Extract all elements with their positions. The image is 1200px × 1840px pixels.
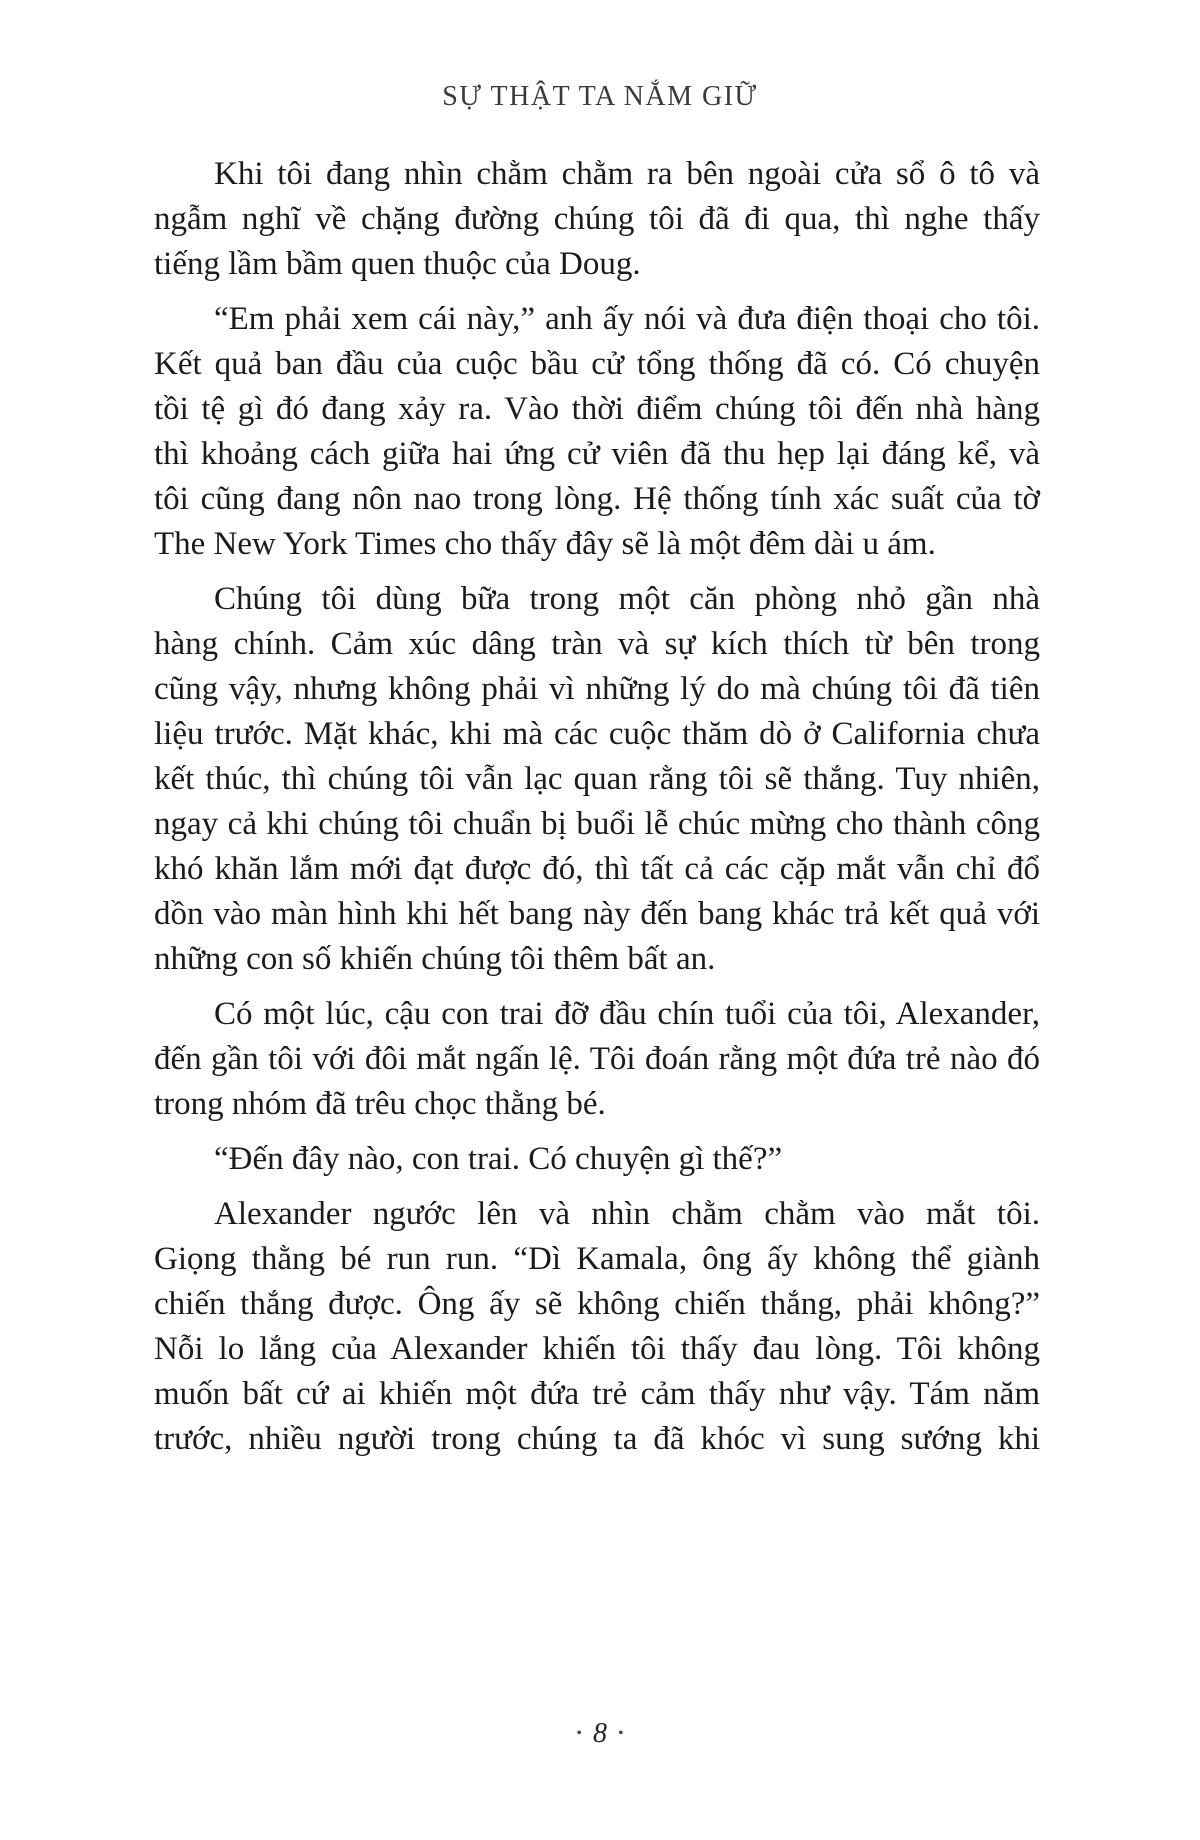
paragraph <box>154 577 1040 982</box>
paragraph <box>154 1137 1040 1182</box>
paragraph <box>154 297 1040 567</box>
text-line: chiến thắng được. Ông ấy sẽ không chiến thắng, phải không?” <box>154 1286 1040 1322</box>
text-line: tôi cũng đang nôn nao trong lòng. Hệ thống tính xác suất của tờ <box>154 481 1040 517</box>
text-line: liệu trước. Mặt khác, khi mà các cuộc thăm dò ở California chưa <box>154 716 1040 752</box>
text-line: cũng vậy, nhưng không phải vì những lý do mà chúng tôi đã tiên <box>154 671 1040 707</box>
text-line: Khi tôi đang nhìn chằm chằm ra bên ngoài cửa sổ ô tô và <box>214 156 1040 192</box>
text-line: Giọng thằng bé run run. “Dì Kamala, ông ấy không thể giành <box>154 1241 1040 1277</box>
text-line: khó khăn lắm mới đạt được đó, thì tất cả các cặp mắt vẫn chỉ đổ <box>154 851 1040 887</box>
page-number: 8 <box>593 1718 607 1749</box>
text-line: muốn bất cứ ai khiến một đứa trẻ cảm thấy như vậy. Tám năm <box>154 1376 1040 1412</box>
text-line: The New York Times cho thấy đây sẽ là một đêm dài u ám. <box>154 526 936 562</box>
footer-ornament-left-icon: • <box>576 1725 582 1742</box>
text-line: tiếng lầm bầm quen thuộc của Doug. <box>154 246 641 282</box>
body-text <box>154 152 1040 1462</box>
text-line: Chúng tôi dùng bữa trong một căn phòng nhỏ gần nhà <box>214 581 1040 617</box>
text-line: hàng chính. Cảm xúc dâng tràn và sự kích thích từ bên trong <box>154 626 1040 662</box>
text-line: những con số khiến chúng tôi thêm bất an. <box>154 941 716 977</box>
text-line: thì khoảng cách giữa hai ứng cử viên đã thu hẹp lại đáng kể, và <box>154 436 1040 472</box>
running-head: SỰ THẬT TA NẮM GIỮ <box>442 81 758 112</box>
page-footer <box>0 1716 1200 1756</box>
footer-ornament-right-icon: • <box>618 1725 624 1742</box>
text-line: ngẫm nghĩ về chặng đường chúng tôi đã đi qua, thì nghe thấy <box>154 201 1040 237</box>
text-line: đến gần tôi với đôi mắt ngấn lệ. Tôi đoán rằng một đứa trẻ nào đó <box>154 1041 1040 1077</box>
text-line: trước, nhiều người trong chúng ta đã khóc vì sung sướng khi <box>154 1421 1040 1457</box>
text-line: Có một lúc, cậu con trai đỡ đầu chín tuổi của tôi, Alexander, <box>214 996 1040 1032</box>
text-line: Nỗi lo lắng của Alexander khiến tôi thấy đau lòng. Tôi không <box>154 1331 1040 1367</box>
paragraph <box>154 1192 1040 1462</box>
text-line: “Em phải xem cái này,” anh ấy nói và đưa điện thoại cho tôi. <box>214 301 1040 337</box>
paragraph <box>154 992 1040 1127</box>
text-line: ngay cả khi chúng tôi chuẩn bị buổi lễ chúc mừng cho thành công <box>154 806 1040 842</box>
paragraph <box>154 152 1040 287</box>
text-line: dồn vào màn hình khi hết bang này đến bang khác trả kết quả với <box>154 896 1040 932</box>
text-line: tồi tệ gì đó đang xảy ra. Vào thời điểm chúng tôi đến nhà hàng <box>154 391 1040 427</box>
text-line: Kết quả ban đầu của cuộc bầu cử tổng thống đã có. Có chuyện <box>154 346 1040 382</box>
text-line: “Đến đây nào, con trai. Có chuyện gì thế?” <box>214 1141 783 1177</box>
text-line: kết thúc, thì chúng tôi vẫn lạc quan rằng tôi sẽ thắng. Tuy nhiên, <box>154 761 1040 797</box>
text-line: Alexander ngước lên và nhìn chằm chằm vào mắt tôi. <box>214 1196 1040 1232</box>
text-line: trong nhóm đã trêu chọc thằng bé. <box>154 1086 606 1122</box>
